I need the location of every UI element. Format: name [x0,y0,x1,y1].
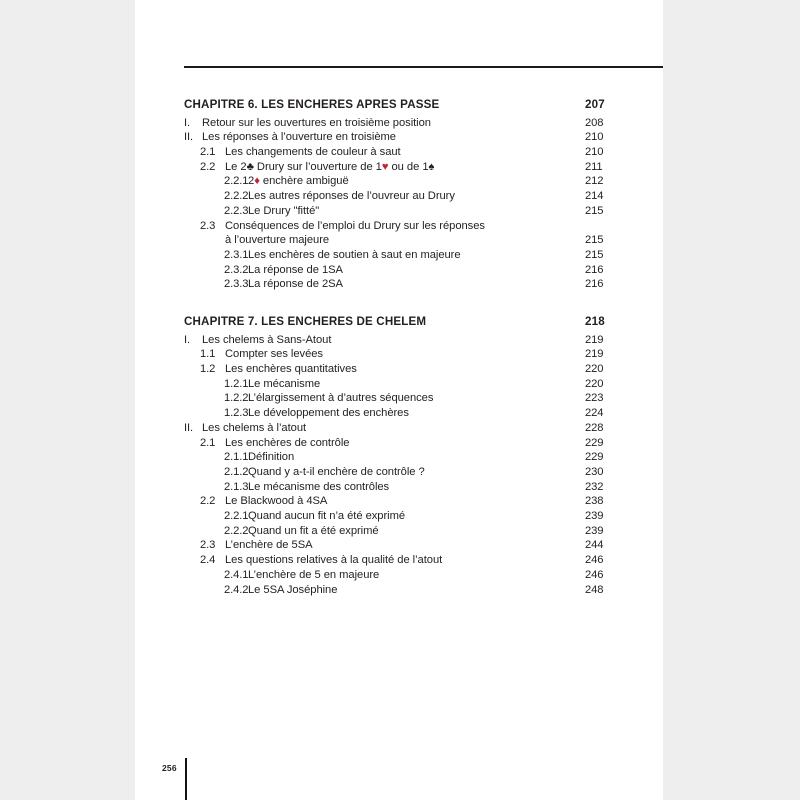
toc-entry-number: 2.2.3 [224,204,249,217]
toc-entry-title: Les autres réponses de l’ouvreur au Drury [248,191,455,203]
toc-entry-title-text: ou de 1 [388,161,429,173]
toc-entry[interactable] [184,235,663,246]
toc-entry-page-number: 215 [585,248,604,261]
toc-entry-title: Les réponses à l’ouverture en troisième [202,132,396,144]
toc-entry-number: 2.2 [200,495,216,508]
toc-entry-page-number: 244 [585,539,604,552]
toc-chapter-heading[interactable] [184,316,663,328]
toc-entry[interactable] [184,393,663,404]
toc-entry-title-text: Drury sur l’ouverture de 1 [253,161,382,173]
toc-entry-title: La réponse de 1SA [248,264,343,276]
toc-entry-page-number: 216 [585,263,604,276]
toc-entry-number: 2.1.2 [224,465,249,478]
toc-entry-title: Le développement des enchères [248,408,409,420]
toc-entry-number: 2.1.1 [224,451,249,464]
toc-entry-page-number: 208 [585,116,604,129]
toc-entry-number: II. [184,421,194,434]
toc-entry-number: 2.2.1 [224,510,249,523]
toc-entry-page-number: 239 [585,524,604,537]
toc-entry-number: 1.2 [200,363,216,376]
toc-entry-number: 2.2.2 [224,524,249,537]
toc-entry-number: 1.2.3 [224,407,249,420]
suit-symbol-red-icon: ♦ [254,176,260,188]
suit-symbol-red-icon: ♥ [381,161,389,173]
toc-entry-number: 2.3.3 [224,278,249,291]
toc-entry-number: 1.2.2 [224,392,249,405]
toc-entry[interactable] [184,379,663,390]
toc-entry[interactable] [184,250,663,261]
toc-entry[interactable] [184,206,663,217]
toc-entry-title: Quand aucun fit n’a été exprimé [248,511,406,523]
toc-entry-title-text: 2 [248,176,255,188]
toc-entry-number: 2.2.2 [224,190,249,203]
toc-entry-number: 2.2.1 [224,175,249,188]
folio-vertical-rule [185,758,187,800]
toc-entry-title: Quand y a-t-il enchère de contrôle ? [248,466,425,478]
toc-entry-title: L’enchère de 5 en majeure [248,569,380,581]
toc-entry-title: Les enchères de contrôle [225,437,350,449]
toc-entry-title-text: enchère ambiguë [259,176,349,188]
toc-entry-title [225,162,585,173]
toc-entry[interactable] [184,162,663,173]
toc-entry-page-number: 210 [585,131,604,144]
toc-entry[interactable] [184,482,663,493]
table-of-contents [184,99,663,599]
toc-entry-title-text: Le 2 [225,161,247,173]
toc-entry-title: Définition [248,452,295,464]
toc-entry[interactable] [184,118,663,129]
toc-entry-number: 2.3.2 [224,263,249,276]
toc-entry-title: L’enchère de 5SA [225,540,313,552]
toc-entry[interactable] [184,438,663,449]
toc-entry-page-number: 248 [585,583,604,596]
toc-entry-page-number: 219 [585,333,604,346]
toc-entry-number: 2.3 [200,539,216,552]
toc-entry[interactable] [184,585,663,596]
toc-entry-title: Conséquences de l’emploi du Drury sur les réponses [225,220,485,232]
toc-entry-number: 2.3 [200,219,216,232]
toc-entry-page-number: 215 [585,204,604,217]
toc-entry-page-number: 216 [585,278,604,291]
toc-entry-page-number: 224 [585,407,604,420]
toc-entry-page-number: 212 [585,175,604,188]
header-rule [184,66,663,68]
toc-entry-page-number: 220 [585,363,604,376]
toc-chapter-title: CHAPITRE 6. LES ENCHÈRES APRÈS PASSE [184,99,440,111]
toc-entry-title: Quand un fit a été exprimé [248,525,379,537]
toc-entry-number: 1.1 [200,348,216,361]
toc-entry-title: Les enchères de soutien à saut en majeure [248,249,461,261]
toc-entry-page-number: 215 [585,234,604,247]
toc-chapter-title: CHAPITRE 7. LES ENCHÈRES DE CHELEM [184,316,427,328]
toc-entry-page-number: 210 [585,146,604,158]
toc-entry-page-number: 228 [585,421,604,434]
toc-entry-page-number: 238 [585,495,604,508]
toc-entry-title: Le 5SA Joséphine [248,584,338,596]
toc-entry-title: Retour sur les ouvertures en troisième position [202,117,431,129]
toc-entry-title: Le Blackwood à 4SA [225,496,328,508]
toc-entry-page-number: 220 [585,377,604,390]
toc-entry[interactable] [184,511,663,522]
toc-entry-number: I. [184,333,191,346]
toc-chapter-page-number: 207 [585,98,605,111]
toc-entry-number: 2.1.3 [224,480,249,493]
toc-entry[interactable] [184,570,663,581]
toc-entry-number: 2.3.1 [224,248,249,261]
toc-entry[interactable] [184,408,663,419]
toc-entry-number: 2.1 [200,146,216,158]
toc-entry[interactable] [184,467,663,478]
page-folio-number: 256 [162,763,177,773]
toc-entry-title: à l’ouverture majeure [225,235,330,247]
page-sheet [135,0,663,800]
toc-entry-number: 2.1 [200,436,216,449]
toc-entry-title: Les changements de couleur à saut [225,147,401,158]
suit-symbol-black-icon: ♠ [428,161,435,173]
toc-entry[interactable] [184,555,663,566]
toc-entry-page-number: 219 [585,348,604,361]
toc-entry[interactable] [184,279,663,290]
toc-entry-title: Le Drury "fitté" [248,205,320,217]
toc-entry-page-number: 229 [585,436,604,449]
toc-entry[interactable] [184,349,663,360]
toc-entry-page-number: 232 [585,480,604,493]
toc-entry[interactable] [184,335,663,346]
toc-entry[interactable] [184,496,663,507]
toc-entry-title: Les questions relatives à la qualité de l’atout [225,555,443,567]
toc-entry[interactable] [184,265,663,276]
toc-entry-page-number: 246 [585,554,604,567]
toc-entry-title: Compter ses levées [225,349,323,361]
toc-entry[interactable] [184,176,663,187]
toc-entry[interactable] [184,423,663,434]
toc-entry-number: 2.4 [200,554,216,567]
toc-entry-number: 1.2.1 [224,377,249,390]
toc-entry-title: Les chelems à l’atout [202,422,307,434]
toc-entry-page-number: 229 [585,451,604,464]
toc-entry-page-number: 246 [585,568,604,581]
toc-entry[interactable] [184,452,663,463]
toc-entry-number: I. [184,116,191,129]
toc-entry-page-number: 214 [585,190,604,203]
toc-entry-title [248,176,585,187]
toc-entry-page-number: 239 [585,510,604,523]
toc-entry[interactable] [184,132,663,143]
section-spacer [184,294,663,316]
suit-symbol-black-icon: ♣ [246,161,254,173]
toc-entry-number: II. [184,131,194,144]
toc-chapter-heading[interactable] [184,99,663,111]
toc-entry-page-number: 211 [585,160,603,173]
toc-entry-title: Le mécanisme des contrôles [248,481,390,493]
toc-entry-title: La réponse de 2SA [248,279,343,291]
toc-entry-title: L’élargissement à d’autres séquences [248,393,434,405]
toc-entry-number: 2.2 [200,160,216,173]
toc-entry-title: Les chelems à Sans-Atout [202,334,332,346]
toc-entry[interactable] [184,540,663,551]
toc-entry-page-number: 230 [585,465,604,478]
toc-entry[interactable] [184,526,663,537]
toc-entry-number: 2.4.2 [224,583,249,596]
toc-entry-title: Les enchères quantitatives [225,364,357,376]
toc-entry[interactable] [184,147,663,158]
toc-entry[interactable] [184,221,663,232]
toc-entry[interactable] [184,191,663,202]
toc-entry-number: 2.4.1 [224,568,249,581]
toc-chapter-page-number: 218 [585,315,605,329]
toc-entry-page-number: 223 [585,392,604,405]
toc-entry-title: Le mécanisme [248,378,321,390]
toc-entry[interactable] [184,364,663,375]
